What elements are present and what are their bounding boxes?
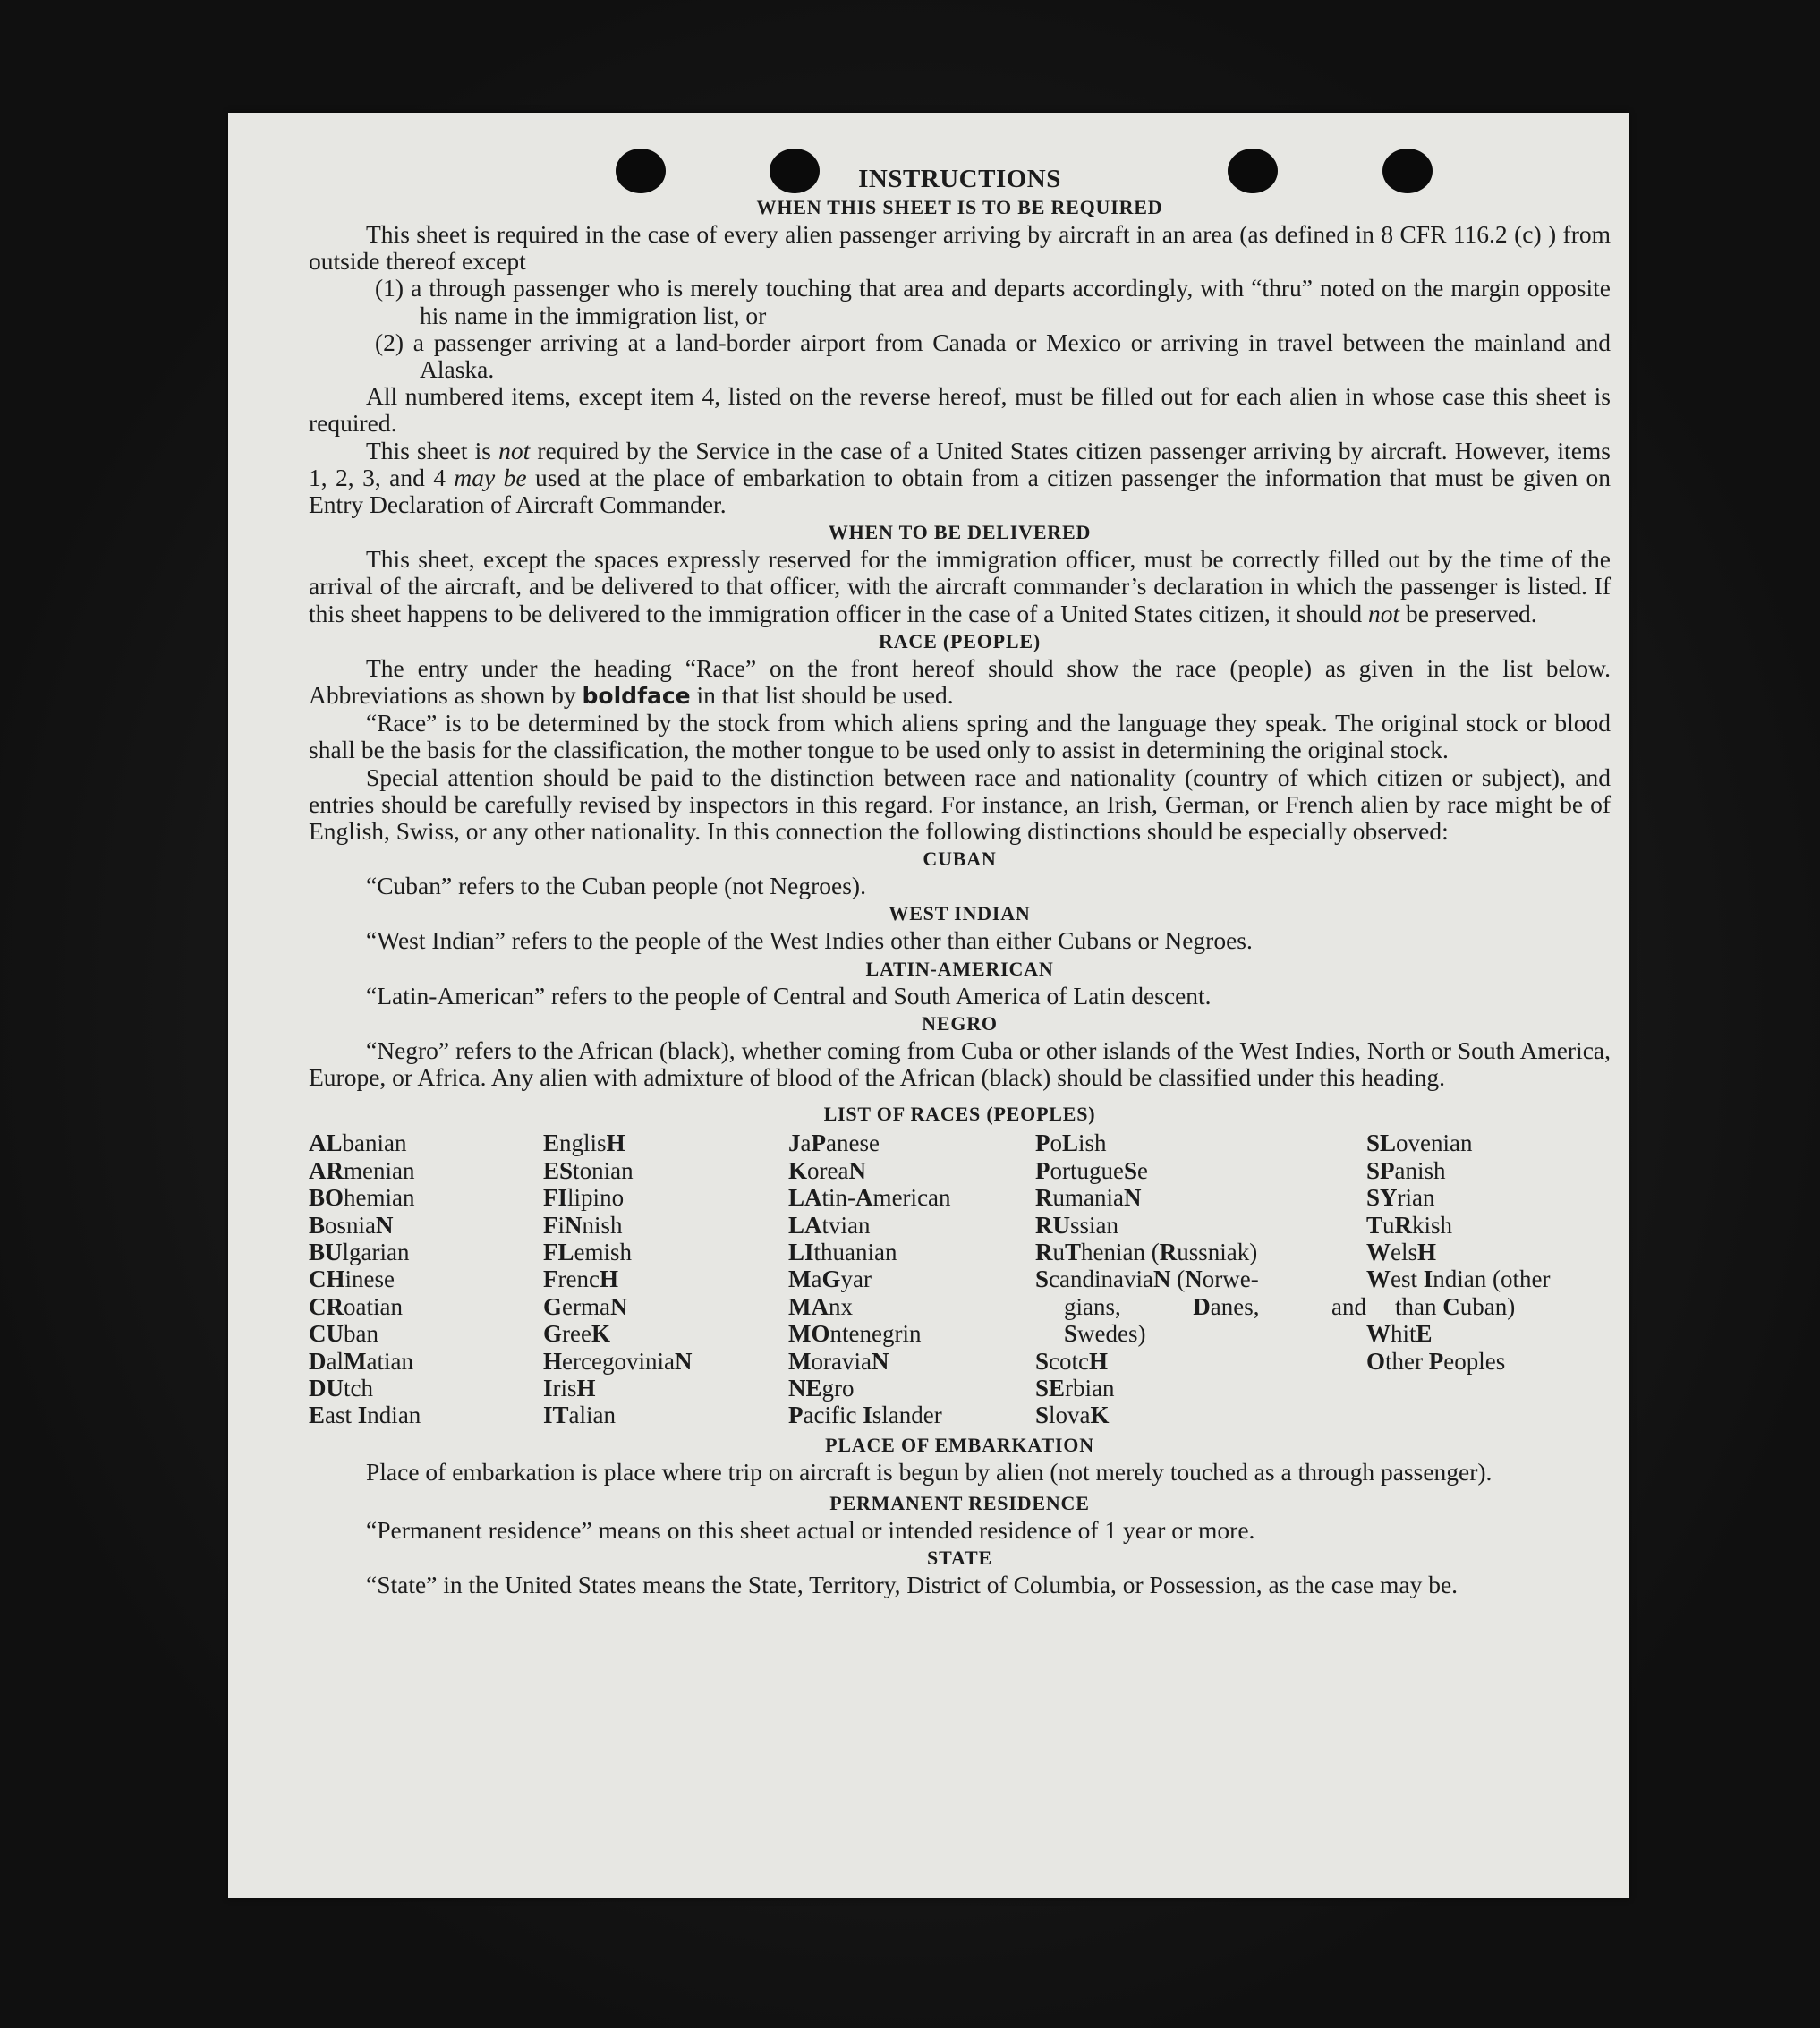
race-entry: LAtin-American [788,1184,951,1212]
race-entry: PortugueSe [1035,1156,1149,1184]
document-content [309,165,1611,1598]
race-entry: EnglisH [543,1129,625,1157]
text-run: required by the Service in the case of a United States citizen passenger arriving by aircraft. However, items 1, 2, 3, and 4 [309,436,1611,491]
race-list [309,1129,1611,1428]
race-entry: FLemish [543,1238,633,1265]
race-entry: DUtch [309,1374,373,1402]
race-entry: LIthuanian [788,1238,897,1265]
race-entry: BosniaN [309,1211,394,1239]
race-entry: BUlgarian [309,1238,410,1265]
race-entry: HercegoviniaN [543,1347,693,1375]
race-entry: ScandinaviaN (Norwe- [1035,1265,1259,1293]
race-entry: IrisH [543,1374,596,1402]
race-entry: JaPanese [788,1129,880,1157]
race-entry: MaGyar [788,1265,872,1293]
race-entry: CHinese [309,1265,395,1293]
document-page [228,113,1629,1898]
race-entry: than Cuban) [1395,1292,1516,1320]
race-entry: SPanish [1366,1156,1446,1184]
text-run: This sheet, except the spaces expressly reserved for the immigration officer, must be correctly filled out by the time of the arrival of the aircraft, and be delivered to that officer, with the aircraft commander’s declaration in which the passenger is listed. If this sheet happens to be delivered to the immigration officer in the case of a United States citizen, it should [309,545,1611,627]
italic-text: not [498,436,531,464]
race-entry: FIlipino [543,1184,625,1212]
list-item: (2) a passenger arriving at a land-border airport from Canada or Mexico or arriving in travel between the mainland and Alaska. [375,328,1611,384]
italic-text: may be [454,463,527,491]
race-entry: West Indian (other [1366,1265,1551,1293]
paragraph [309,655,1611,710]
race-entry: Swedes) [1064,1320,1146,1348]
race-entry: RUssian [1035,1211,1119,1239]
section-heading-negro: NEGRO [922,1011,998,1035]
section-heading-state: STATE [927,1547,992,1570]
race-entry: GreeK [543,1320,610,1348]
paragraph: “Latin-American” refers to the people of Central and South America of Latin descent. [366,981,1212,1010]
race-entry: CRoatian [309,1292,403,1320]
text-run: The entry under the heading “Race” on the front hereof should show the race (people) as given in the list below. Abbreviations as shown by [309,653,1611,710]
race-entry: MAnx [788,1292,853,1320]
race-entry: MoraviaN [788,1347,889,1375]
race-entry: WhitE [1366,1320,1433,1348]
section-heading-latin-american: LATIN-AMERICAN [865,957,1054,980]
race-entry: FiNnish [543,1211,623,1239]
section-heading-when-required: WHEN THIS SHEET IS TO BE REQUIRED [756,196,1163,218]
paragraph: “Negro” refers to the African (black), whether coming from Cuba or other islands of the West Indies, North or South America, Europe, or Africa. Any alien with admixture of blood of the African (black) should be classified under this heading. [309,1035,1611,1092]
race-column [1366,1129,1617,1428]
race-entry: SlovaK [1035,1402,1110,1429]
paragraph [309,438,1611,519]
paragraph: “Permanent residence” means on this sheet actual or intended residence of 1 year or more. [366,1515,1255,1544]
page-title: INSTRUCTIONS [858,165,1061,193]
paragraph: All numbered items, except item 4, listed on the reverse hereof, must be filled out for each alien in whose case this sheet is required. [309,382,1611,438]
race-entry: TuRkish [1366,1211,1453,1239]
section-heading-cuban: CUBAN [923,848,997,871]
text-run: used at the place of embarkation to obtain from a citizen passenger the information that must be given on Entry Declaration of Aircraft Commander. [309,463,1611,519]
race-column [788,1129,1035,1428]
text-run: be preserved. [1399,599,1537,627]
race-entry: LAtvian [788,1211,871,1239]
paragraph: This sheet is required in the case of every alien passenger arriving by aircraft in an area (as defined in 8 CFR 116.2 (c) ) from outside thereof except [309,220,1611,276]
race-entry: RuThenian (Russniak) [1035,1238,1258,1265]
section-heading-race: RACE (PEOPLE) [879,629,1041,652]
race-entry: ARmenian [309,1156,415,1184]
race-entry: EStonian [543,1156,634,1184]
race-entry: MOntenegrin [788,1320,922,1348]
paragraph: Special attention should be paid to the distinction between race and nationality (country of which citizen or subject), and entries should be carefully revised by inspectors in this regard. For instance, an Irish, German, or French alien by race might be of English, Swiss, or any other nationality. In this connection the following distinctions should be especially observed: [309,763,1611,846]
race-entry: Pacific Islander [788,1402,942,1429]
race-entry: FrencH [543,1265,618,1293]
race-entry: ScotcH [1035,1347,1109,1375]
race-entry: SErbian [1035,1374,1115,1402]
race-entry: GermaN [543,1292,628,1320]
race-entry: SYrian [1366,1184,1435,1212]
section-heading-permanent-residence: PERMANENT RESIDENCE [829,1491,1090,1514]
paragraph: Place of embarkation is place where trip on aircraft is begun by alien (not merely touched as a through passenger). [366,1457,1493,1486]
race-entry: NEgro [788,1374,855,1402]
paragraph: “Cuban” refers to the Cuban people (not Negroes). [366,872,866,900]
race-column [1035,1129,1366,1428]
bold-text: boldface [582,683,691,710]
race-entry: ALbanian [309,1129,407,1157]
list-item: (1) a through passenger who is merely touching that area and departs accordingly, with “thru” noted on the margin opposite his name in the immigration list, or [375,274,1611,329]
race-entry: WelsH [1366,1238,1437,1265]
text-run: This sheet is [366,436,499,464]
race-entry: RumaniaN [1035,1184,1142,1212]
race-column [543,1129,788,1428]
paragraph [309,546,1611,627]
section-heading-embarkation: PLACE OF EMBARKATION [825,1433,1094,1456]
race-entry: ITalian [543,1402,617,1429]
race-entry: PoLish [1035,1129,1107,1157]
italic-text: not [1367,599,1400,627]
paragraph: “West Indian” refers to the people of the West Indies other than either Cubans or Negroes. [366,926,1253,955]
section-heading-when-delivered: WHEN TO BE DELIVERED [828,521,1092,544]
race-entry: Other Peoples [1366,1347,1506,1375]
race-entry: SLovenian [1366,1129,1473,1157]
race-column [309,1129,543,1428]
race-entry: KoreaN [788,1156,866,1184]
race-entry: CUban [309,1320,378,1348]
paragraph: “State” in the United States means the State, Territory, District of Columbia, or Possession, as the case may be. [366,1571,1459,1599]
race-entry: DalMatian [309,1347,413,1375]
race-entry: BOhemian [309,1184,415,1212]
race-entry: gians, Danes, and [1064,1292,1367,1320]
section-heading-list-of-races: LIST OF RACES (PEOPLES) [823,1103,1096,1126]
text-run: in that list should be used. [690,681,954,710]
paragraph: “Race” is to be determined by the stock from which aliens spring and the language they speak. The original stock or blood shall be the basis for the classification, the mother tongue to be used only to assist in determining the original stock. [309,709,1611,764]
race-entry: East Indian [309,1402,421,1429]
section-heading-west-indian: WEST INDIAN [889,902,1031,925]
